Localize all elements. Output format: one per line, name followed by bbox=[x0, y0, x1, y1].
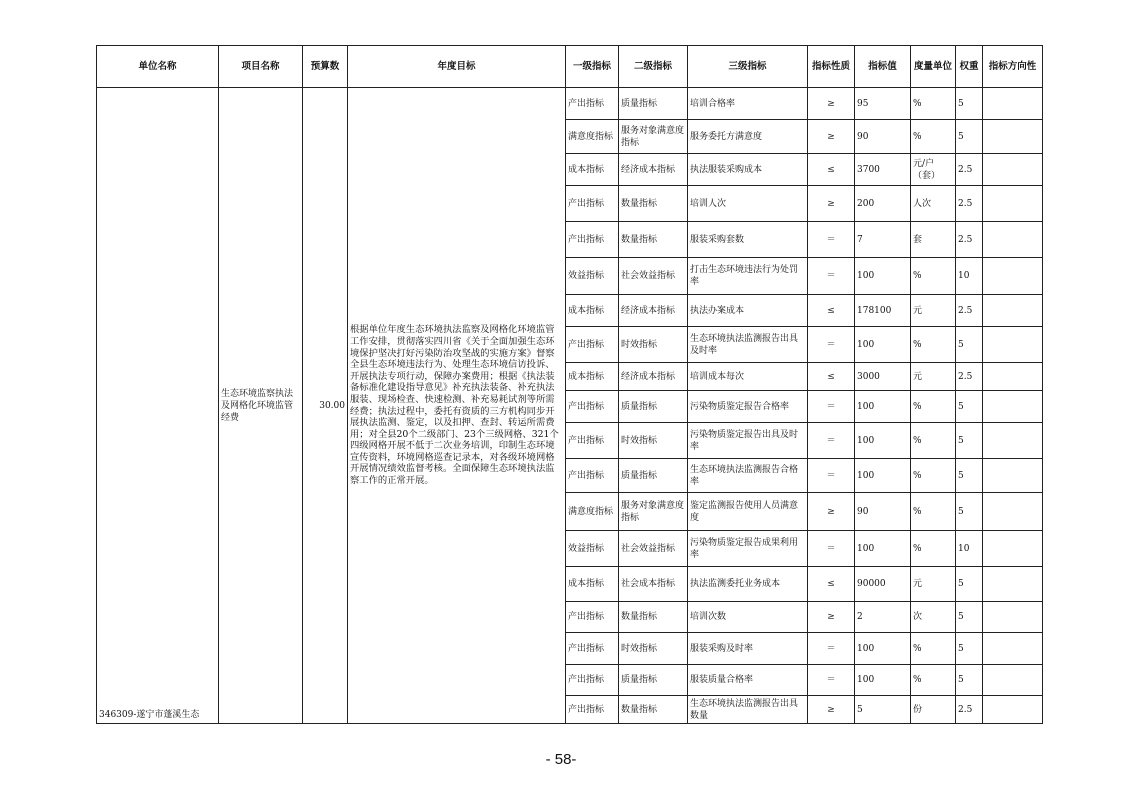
level1-cell: 产出指标 bbox=[566, 665, 619, 696]
nature-cell: ＝ bbox=[808, 633, 855, 665]
direction-cell bbox=[983, 602, 1043, 633]
weight-cell: 5 bbox=[956, 88, 983, 120]
level3-cell: 培训次数 bbox=[688, 602, 808, 633]
measure-unit-cell: % bbox=[911, 459, 956, 493]
measure-unit-cell: % bbox=[911, 88, 956, 120]
level2-cell: 时效指标 bbox=[619, 423, 688, 459]
level2-cell: 服务对象满意度指标 bbox=[619, 493, 688, 531]
nature-cell: ≥ bbox=[808, 88, 855, 120]
weight-cell: 5 bbox=[956, 665, 983, 696]
level3-cell: 污染物质鉴定报告合格率 bbox=[688, 391, 808, 423]
measure-unit-cell: 元 bbox=[911, 295, 956, 327]
direction-cell bbox=[983, 88, 1043, 120]
header-level3: 三级指标 bbox=[688, 46, 808, 88]
level2-cell: 经济成本指标 bbox=[619, 363, 688, 391]
nature-cell: ＝ bbox=[808, 222, 855, 258]
header-measure: 度量单位 bbox=[911, 46, 956, 88]
measure-unit-cell: % bbox=[911, 391, 956, 423]
level2-cell: 质量指标 bbox=[619, 665, 688, 696]
level2-cell: 数量指标 bbox=[619, 602, 688, 633]
value-cell: 95 bbox=[855, 88, 911, 120]
weight-cell: 2.5 bbox=[956, 295, 983, 327]
nature-cell: ≥ bbox=[808, 493, 855, 531]
level2-cell: 质量指标 bbox=[619, 459, 688, 493]
level3-cell: 培训人次 bbox=[688, 186, 808, 222]
level3-cell: 培训合格率 bbox=[688, 88, 808, 120]
direction-cell bbox=[983, 665, 1043, 696]
direction-cell bbox=[983, 493, 1043, 531]
level1-cell: 产出指标 bbox=[566, 459, 619, 493]
value-cell: 100 bbox=[855, 633, 911, 665]
level1-cell: 满意度指标 bbox=[566, 120, 619, 154]
header-level2: 二级指标 bbox=[619, 46, 688, 88]
weight-cell: 2.5 bbox=[956, 186, 983, 222]
value-cell: 7 bbox=[855, 222, 911, 258]
measure-unit-cell: 元 bbox=[911, 363, 956, 391]
measure-unit-cell: 元/户（套） bbox=[911, 154, 956, 186]
value-cell: 100 bbox=[855, 423, 911, 459]
direction-cell bbox=[983, 327, 1043, 363]
level3-cell: 执法办案成本 bbox=[688, 295, 808, 327]
level1-cell: 产出指标 bbox=[566, 696, 619, 724]
weight-cell: 10 bbox=[956, 258, 983, 295]
direction-cell bbox=[983, 459, 1043, 493]
measure-unit-cell: % bbox=[911, 633, 956, 665]
header-nature: 指标性质 bbox=[808, 46, 855, 88]
header-project: 项目名称 bbox=[219, 46, 303, 88]
nature-cell: ＝ bbox=[808, 665, 855, 696]
measure-unit-cell: 套 bbox=[911, 222, 956, 258]
level3-cell: 打击生态环境违法行为处罚率 bbox=[688, 258, 808, 295]
direction-cell bbox=[983, 423, 1043, 459]
level2-cell: 时效指标 bbox=[619, 633, 688, 665]
value-cell: 178100 bbox=[855, 295, 911, 327]
level3-cell: 服装采购及时率 bbox=[688, 633, 808, 665]
weight-cell: 5 bbox=[956, 459, 983, 493]
weight-cell: 2.5 bbox=[956, 696, 983, 724]
nature-cell: ≤ bbox=[808, 567, 855, 602]
value-cell: 100 bbox=[855, 531, 911, 567]
weight-cell: 5 bbox=[956, 120, 983, 154]
page-number: - 58- bbox=[545, 751, 577, 768]
weight-cell: 5 bbox=[956, 567, 983, 602]
measure-unit-cell: 元 bbox=[911, 567, 956, 602]
header-weight: 权重 bbox=[956, 46, 983, 88]
nature-cell: ≥ bbox=[808, 120, 855, 154]
direction-cell bbox=[983, 154, 1043, 186]
level2-cell: 时效指标 bbox=[619, 327, 688, 363]
direction-cell bbox=[983, 696, 1043, 724]
level1-cell: 产出指标 bbox=[566, 602, 619, 633]
header-budget: 预算数 bbox=[303, 46, 348, 88]
level2-cell: 经济成本指标 bbox=[619, 295, 688, 327]
nature-cell: ＝ bbox=[808, 531, 855, 567]
level1-cell: 产出指标 bbox=[566, 327, 619, 363]
table-row bbox=[97, 88, 1043, 120]
weight-cell: 2.5 bbox=[956, 154, 983, 186]
level2-cell: 经济成本指标 bbox=[619, 154, 688, 186]
measure-unit-cell: % bbox=[911, 531, 956, 567]
level3-cell: 服装采购套数 bbox=[688, 222, 808, 258]
weight-cell: 5 bbox=[956, 423, 983, 459]
direction-cell bbox=[983, 531, 1043, 567]
level2-cell: 服务对象满意度指标 bbox=[619, 120, 688, 154]
direction-cell bbox=[983, 186, 1043, 222]
header-direction: 指标方向性 bbox=[983, 46, 1043, 88]
level3-cell: 服务委托方满意度 bbox=[688, 120, 808, 154]
measure-unit-cell: % bbox=[911, 120, 956, 154]
level3-cell: 执法监测委托业务成本 bbox=[688, 567, 808, 602]
nature-cell: ≥ bbox=[808, 186, 855, 222]
project-name-cell: 生态环境监察执法及网格化环境监管经费 bbox=[219, 88, 303, 724]
value-cell: 100 bbox=[855, 258, 911, 295]
direction-cell bbox=[983, 295, 1043, 327]
nature-cell: ≤ bbox=[808, 295, 855, 327]
value-cell: 90 bbox=[855, 493, 911, 531]
level3-cell: 生态环境执法监测报告合格率 bbox=[688, 459, 808, 493]
measure-unit-cell: 人次 bbox=[911, 186, 956, 222]
level2-cell: 社会效益指标 bbox=[619, 258, 688, 295]
level3-cell: 生态环境执法监测报告出具数量 bbox=[688, 696, 808, 724]
level2-cell: 数量指标 bbox=[619, 186, 688, 222]
level1-cell: 产出指标 bbox=[566, 222, 619, 258]
value-cell: 5 bbox=[855, 696, 911, 724]
level3-cell: 污染物质鉴定报告成果利用率 bbox=[688, 531, 808, 567]
nature-cell: ＝ bbox=[808, 423, 855, 459]
header-row bbox=[97, 46, 1043, 88]
direction-cell bbox=[983, 120, 1043, 154]
level3-cell: 培训成本每次 bbox=[688, 363, 808, 391]
table-body bbox=[97, 88, 1043, 724]
weight-cell: 5 bbox=[956, 391, 983, 423]
level2-cell: 质量指标 bbox=[619, 88, 688, 120]
value-cell: 3700 bbox=[855, 154, 911, 186]
value-cell: 100 bbox=[855, 391, 911, 423]
level1-cell: 成本指标 bbox=[566, 154, 619, 186]
level1-cell: 产出指标 bbox=[566, 88, 619, 120]
direction-cell bbox=[983, 258, 1043, 295]
level1-cell: 产出指标 bbox=[566, 633, 619, 665]
level1-cell: 效益指标 bbox=[566, 531, 619, 567]
level1-cell: 产出指标 bbox=[566, 186, 619, 222]
measure-unit-cell: 次 bbox=[911, 602, 956, 633]
header-level1: 一级指标 bbox=[566, 46, 619, 88]
measure-unit-cell: % bbox=[911, 423, 956, 459]
level1-cell: 成本指标 bbox=[566, 567, 619, 602]
header-value: 指标值 bbox=[855, 46, 911, 88]
level3-cell: 执法服装采购成本 bbox=[688, 154, 808, 186]
nature-cell: ＝ bbox=[808, 258, 855, 295]
weight-cell: 5 bbox=[956, 493, 983, 531]
weight-cell: 5 bbox=[956, 327, 983, 363]
level2-cell: 社会成本指标 bbox=[619, 567, 688, 602]
unit-name-cell: 346309-遂宁市蓬溪生态 bbox=[97, 88, 219, 724]
value-cell: 100 bbox=[855, 665, 911, 696]
weight-cell: 10 bbox=[956, 531, 983, 567]
header-goal: 年度目标 bbox=[348, 46, 566, 88]
value-cell: 3000 bbox=[855, 363, 911, 391]
value-cell: 100 bbox=[855, 327, 911, 363]
measure-unit-cell: % bbox=[911, 493, 956, 531]
level1-cell: 产出指标 bbox=[566, 423, 619, 459]
direction-cell bbox=[983, 567, 1043, 602]
nature-cell: ＝ bbox=[808, 391, 855, 423]
level1-cell: 产出指标 bbox=[566, 391, 619, 423]
value-cell: 100 bbox=[855, 459, 911, 493]
weight-cell: 2.5 bbox=[956, 222, 983, 258]
level2-cell: 数量指标 bbox=[619, 696, 688, 724]
direction-cell bbox=[983, 222, 1043, 258]
direction-cell bbox=[983, 363, 1043, 391]
nature-cell: ＝ bbox=[808, 459, 855, 493]
budget-cell: 30.00 bbox=[303, 88, 348, 724]
nature-cell: ≤ bbox=[808, 363, 855, 391]
header-unit: 单位名称 bbox=[97, 46, 219, 88]
level1-cell: 成本指标 bbox=[566, 295, 619, 327]
annual-goal-cell: 根据单位年度生态环境执法监察及网格化环境监管工作安排，贯彻落实四川省《关于全面加强生态环境保护坚决打好污染防治攻坚战的实施方案》督察全县生态环境违法行为、处理生态环境信访投诉、开展执法专项行动，保障办案费用；根据《执法装备标准化建设指导意见》补充执法装备、补充执法服装、现场检查、快速检测、补充易耗试剂等所需经费；执法过程中，委托有资质的三方机构同步开展执法监测、鉴定，以及扣押、查封、转运所需费用；对全县20个二级部门、23个三级网格、321个四级网格开展不低于二次业务培训，印制生态环境宣传资料，环境网格巡查记录本，对各级环境网格开展情况绩效监督考核。全面保障生态环境执法监察工作的正常开展。 bbox=[348, 88, 566, 724]
weight-cell: 2.5 bbox=[956, 363, 983, 391]
nature-cell: ＝ bbox=[808, 327, 855, 363]
weight-cell: 5 bbox=[956, 602, 983, 633]
level1-cell: 效益指标 bbox=[566, 258, 619, 295]
level2-cell: 数量指标 bbox=[619, 222, 688, 258]
measure-unit-cell: % bbox=[911, 665, 956, 696]
value-cell: 200 bbox=[855, 186, 911, 222]
direction-cell bbox=[983, 391, 1043, 423]
direction-cell bbox=[983, 633, 1043, 665]
level3-cell: 鉴定监测报告使用人员满意度 bbox=[688, 493, 808, 531]
level3-cell: 服装质量合格率 bbox=[688, 665, 808, 696]
value-cell: 2 bbox=[855, 602, 911, 633]
measure-unit-cell: % bbox=[911, 327, 956, 363]
level2-cell: 社会效益指标 bbox=[619, 531, 688, 567]
measure-unit-cell: 份 bbox=[911, 696, 956, 724]
level3-cell: 污染物质鉴定报告出具及时率 bbox=[688, 423, 808, 459]
value-cell: 90000 bbox=[855, 567, 911, 602]
performance-table bbox=[96, 45, 1043, 724]
nature-cell: ≤ bbox=[808, 154, 855, 186]
value-cell: 90 bbox=[855, 120, 911, 154]
nature-cell: ≥ bbox=[808, 696, 855, 724]
level1-cell: 成本指标 bbox=[566, 363, 619, 391]
level1-cell: 满意度指标 bbox=[566, 493, 619, 531]
measure-unit-cell: % bbox=[911, 258, 956, 295]
weight-cell: 5 bbox=[956, 633, 983, 665]
level3-cell: 生态环境执法监测报告出具及时率 bbox=[688, 327, 808, 363]
nature-cell: ≥ bbox=[808, 602, 855, 633]
level2-cell: 质量指标 bbox=[619, 391, 688, 423]
